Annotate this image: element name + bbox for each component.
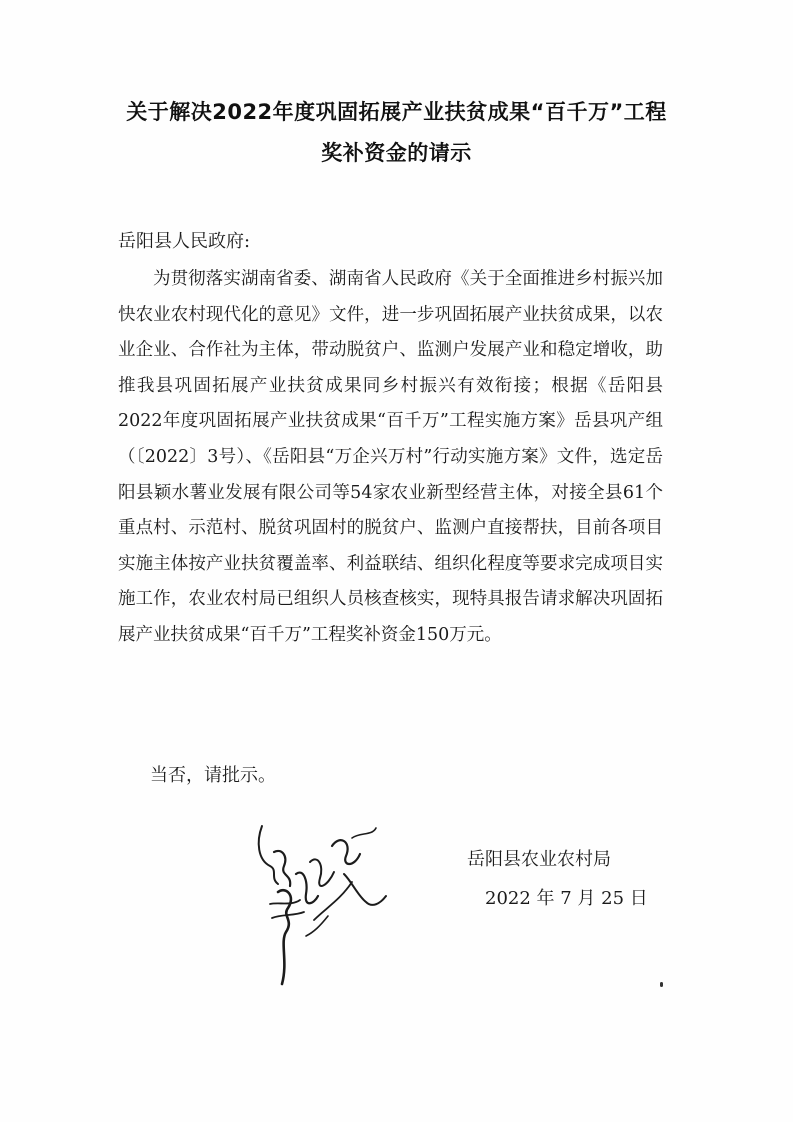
document-title-line-2: 奖补资金的请示 bbox=[321, 141, 472, 165]
body-paragraph: 为贯彻落实湖南省委、湖南省人民政府《关于全面推进乡村振兴加快农业农村现代化的意见》文件，进一步巩固拓展产业扶贫成果，以农业企业、合作社为主体，带动脱贫户、监测户发展产业和稳定增收，助推我县巩固拓展产业扶贫成果同乡村振兴有效衔接；根据《岳阳县2022年度巩固拓展产业扶贫成果“百千万”工程实施方案》岳县巩产组（〔2022〕3号）、《岳阳县“万企兴万村”行动实施方案》文件，选定岳阳县颖水薯业发展有限公司等54家农业新型经营主体，对接全县61个重点村、示范村、脱贫巩固村的脱贫户、监测户直接帮扶，目前各项目实施主体按产业扶贫覆盖率、利益联结、组织化程度等要求完成项目实施工作，农业农村局已组织人员核查核实，现特具报告请求解决巩固拓展产业扶贫成果“百千万”工程奖补资金150万元。 bbox=[118, 269, 663, 645]
signer-organization: 岳阳县农业农村局 bbox=[467, 849, 611, 870]
closing-line: 当否，请批示。 bbox=[150, 765, 276, 786]
salutation: 岳阳县人民政府: bbox=[118, 231, 251, 252]
handwritten-signature bbox=[248, 812, 398, 997]
ink-mark bbox=[660, 982, 663, 987]
signing-date: 2022 年 7 月 25 日 bbox=[485, 888, 648, 909]
document-title-line-1: 关于解决2022年度巩固拓展产业扶贫成果“百千万”工程 bbox=[126, 100, 667, 124]
